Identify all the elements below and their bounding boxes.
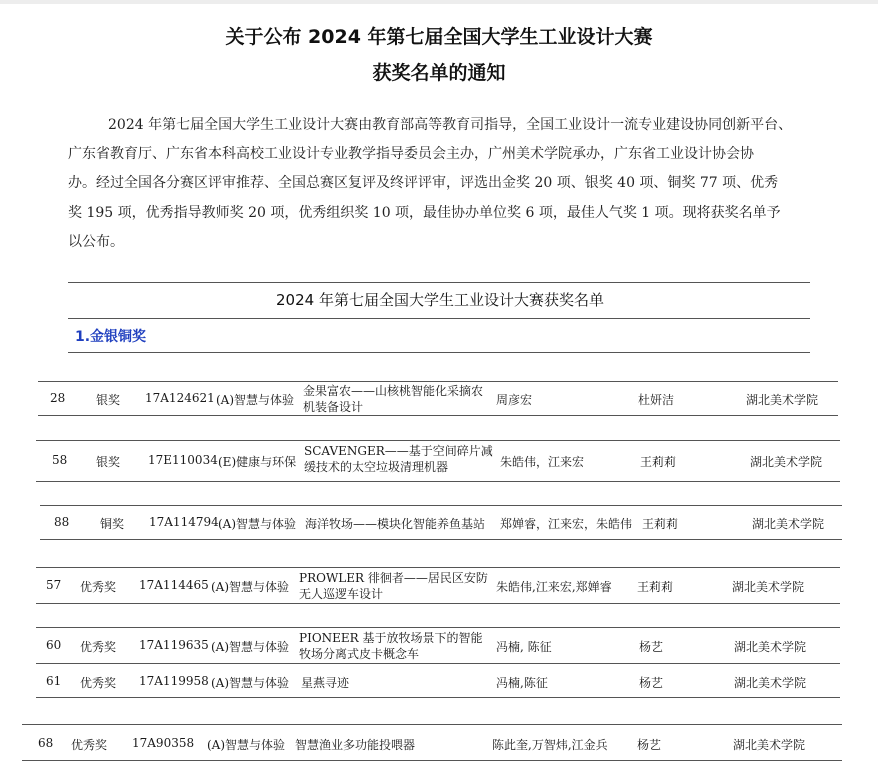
award-level: 优秀奖 — [80, 580, 117, 594]
paragraph-line: 2024 年第七届全国大学生工业设计大赛由教育部高等教育司指导，全国工业设计一流专业建设协同创新平台、 — [108, 117, 793, 133]
table-row — [0, 663, 878, 697]
project-title — [299, 630, 483, 662]
cropped-text-fragment — [300, 558, 390, 561]
table-row — [0, 567, 878, 603]
student-names: 周彦宏 — [496, 393, 533, 407]
paragraph-line: 奖 195 项，优秀指导教师奖 20 项，优秀组织奖 10 项，最佳协办单位奖 6 项，最佳人气奖 1 项。现将获奖名单予 — [68, 205, 781, 221]
table-row — [0, 505, 878, 539]
row-number: 88 — [54, 515, 70, 529]
row-number: 28 — [50, 391, 66, 405]
project-title-line-1: PIONEER 基于放牧场景下的智能 — [299, 631, 483, 645]
table-row — [0, 440, 878, 480]
project-title-line-2: 无人巡逻车设计 — [299, 587, 384, 601]
category: (E)健康与环保 — [218, 455, 297, 469]
category: (A)智慧与体验 — [207, 738, 286, 752]
table-row — [0, 627, 878, 663]
project-title-line-1: 金果富农——山核桃智能化采摘农 — [303, 384, 484, 398]
project-title — [299, 570, 488, 602]
category: (A)智慧与体验 — [211, 640, 290, 654]
advisor: 杨艺 — [639, 676, 664, 690]
entry-code: 17A90358 — [132, 736, 195, 750]
row-rule — [36, 481, 840, 482]
table-title-rule — [68, 318, 810, 319]
school: 湖北美术学院 — [734, 640, 807, 654]
school: 湖北美术学院 — [746, 393, 819, 407]
row-number: 61 — [46, 674, 62, 688]
table-row — [0, 724, 878, 760]
entry-code: 17A124621 — [145, 391, 215, 405]
student-names: 陈此奎,万智炜,江金兵 — [492, 738, 608, 752]
row-number: 68 — [38, 736, 54, 750]
notice-title-line-2: 获奖名单的通知 — [372, 62, 506, 84]
category: (A)智慧与体验 — [218, 517, 297, 531]
cropped-text-fragment — [300, 772, 720, 775]
entry-code: 17A114794 — [149, 515, 219, 529]
award-level: 优秀奖 — [80, 676, 117, 690]
cropped-text-fragment — [300, 716, 660, 719]
table-top-rule — [68, 282, 810, 283]
school: 湖北美术学院 — [732, 580, 805, 594]
section-rule — [68, 352, 810, 353]
row-rule — [38, 415, 838, 416]
project-title-line-2: 牧场分离式皮卡概念车 — [299, 647, 420, 661]
student-names: 朱皓伟,江来宏,郑婵睿 — [496, 580, 612, 594]
advisor: 王莉莉 — [637, 580, 674, 594]
project-title-line-2: 缓技术的太空垃圾清理机器 — [304, 460, 449, 474]
project-title-line-1: SCAVENGER——基于空间碎片减 — [304, 444, 493, 458]
category: (A)智慧与体验 — [216, 393, 295, 407]
section-heading: 1.金银铜奖 — [75, 329, 147, 345]
advisor: 杨艺 — [639, 640, 664, 654]
entry-code: 17A119635 — [139, 638, 209, 652]
student-names: 冯楠, 陈征 — [496, 640, 552, 654]
table-row — [0, 381, 878, 415]
cropped-text-fragment — [310, 498, 330, 501]
row-rule — [36, 603, 840, 604]
award-level: 铜奖 — [100, 517, 125, 531]
award-level: 优秀奖 — [80, 640, 117, 654]
advisor: 杜妍洁 — [638, 393, 675, 407]
paragraph-line: 以公布。 — [68, 234, 124, 250]
project-title — [304, 443, 493, 475]
award-level: 银奖 — [96, 393, 121, 407]
paragraph-line: 广东省教育厅、广东省本科高校工业设计专业教学指导委员会主办，广州美术学院承办，广东省工业设计协会协 — [68, 146, 754, 162]
entry-code: 17A114465 — [139, 578, 209, 592]
student-names: 朱皓伟，江来宏 — [500, 455, 585, 469]
student-names: 冯楠,陈征 — [496, 676, 548, 690]
row-number: 57 — [46, 578, 62, 592]
category: (A)智慧与体验 — [211, 676, 290, 690]
award-list-title: 2024 年第七届全国大学生工业设计大赛获奖名单 — [276, 291, 604, 309]
school: 湖北美术学院 — [752, 517, 825, 531]
notice-title-line-1: 关于公布 2024 年第七届全国大学生工业设计大赛 — [225, 26, 653, 48]
award-level: 银奖 — [96, 455, 121, 469]
top-edge-strip — [0, 0, 878, 4]
category: (A)智慧与体验 — [211, 580, 290, 594]
entry-code: 17A119958 — [139, 674, 209, 688]
project-title — [303, 383, 483, 415]
school: 湖北美术学院 — [733, 738, 806, 752]
advisor: 王莉莉 — [642, 517, 679, 531]
advisor: 王莉莉 — [640, 455, 677, 469]
row-number: 58 — [52, 453, 68, 467]
project-title-line-1: PROWLER 徘徊者——居民区安防 — [299, 571, 488, 585]
row-rule — [40, 539, 842, 540]
student-names: 郑婵睿，江来宏，朱皓伟 — [500, 517, 633, 531]
project-title-line-2: 机装备设计 — [303, 400, 364, 414]
row-rule — [22, 760, 842, 761]
project-title: 海洋牧场——模块化智能养鱼基站 — [305, 517, 486, 531]
paragraph-line: 办。经过全国各分赛区评审推荐、全国总赛区复评及终评评审，评选出金奖 20 项、银奖 40 项、铜奖 77 项、优秀 — [68, 175, 779, 191]
entry-code: 17E110034 — [148, 453, 218, 467]
project-title: 星燕寻迹 — [301, 676, 350, 690]
school: 湖北美术学院 — [750, 455, 823, 469]
award-level: 优秀奖 — [71, 738, 108, 752]
school: 湖北美术学院 — [734, 676, 807, 690]
row-rule — [36, 697, 840, 698]
project-title: 智慧渔业多功能投喂器 — [295, 738, 416, 752]
row-number: 60 — [46, 638, 62, 652]
advisor: 杨艺 — [637, 738, 662, 752]
